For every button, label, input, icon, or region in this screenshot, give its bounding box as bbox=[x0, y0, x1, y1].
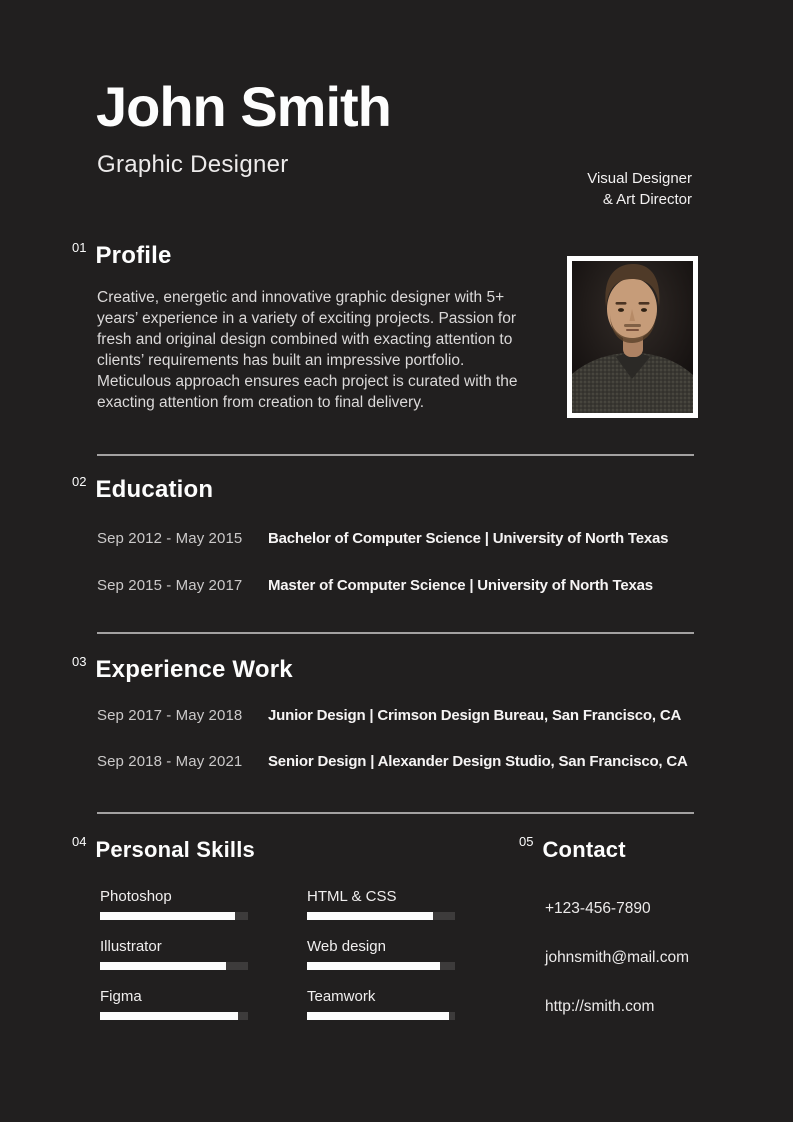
skill-label: Teamwork bbox=[307, 988, 376, 1005]
experience-detail: Junior Design | Crimson Design Bureau, San Francisco, CA bbox=[268, 707, 682, 724]
experience-dates: Sep 2017 - May 2018 bbox=[97, 707, 243, 724]
skill-label: Illustrator bbox=[100, 938, 162, 955]
education-dates: Sep 2012 - May 2015 bbox=[97, 530, 243, 547]
education-row bbox=[97, 577, 668, 594]
contact-list bbox=[545, 900, 689, 1016]
skill-item bbox=[307, 888, 455, 920]
skill-label: HTML & CSS bbox=[307, 888, 397, 905]
skills-column-right bbox=[307, 888, 455, 1038]
section-contact bbox=[519, 834, 689, 1047]
section-title: Contact bbox=[542, 837, 626, 862]
skill-bar bbox=[307, 1012, 455, 1020]
profile-text: Creative, energetic and innovative graphic designer with 5+ years’ experience in a variety of exciting projects. Passion for fresh and original design combined with exacting attention to clients’ requirements has built an impressive portfolio. Meticulous approach ensures each project is curated with the exacting attention from creation to final delivery. bbox=[97, 289, 518, 411]
skill-bar bbox=[307, 912, 455, 920]
skill-item bbox=[307, 938, 455, 970]
section-number: 04 bbox=[72, 834, 87, 849]
tagline bbox=[587, 168, 692, 210]
skill-bar-fill bbox=[100, 1012, 238, 1020]
education-dates: Sep 2015 - May 2017 bbox=[97, 577, 243, 594]
contact-website: http://smith.com bbox=[545, 998, 655, 1015]
profile-photo bbox=[567, 256, 698, 418]
section-title: Education bbox=[95, 476, 214, 503]
section-profile-heading bbox=[72, 240, 552, 270]
section-number: 02 bbox=[72, 474, 87, 489]
skills-grid bbox=[100, 888, 455, 1038]
person-name: John Smith bbox=[96, 75, 391, 138]
education-detail: Bachelor of Computer Science | University of North Texas bbox=[268, 530, 669, 547]
section-experience bbox=[72, 654, 688, 770]
section-education-heading bbox=[72, 474, 668, 504]
portrait-illustration bbox=[572, 261, 693, 413]
section-divider bbox=[97, 812, 694, 814]
experience-dates: Sep 2018 - May 2021 bbox=[97, 753, 243, 770]
education-detail: Master of Computer Science | University of North Texas bbox=[268, 577, 653, 594]
experience-row bbox=[97, 753, 688, 770]
skill-bar bbox=[307, 962, 455, 970]
skill-item bbox=[100, 988, 248, 1020]
skill-bar-fill bbox=[307, 1012, 449, 1020]
experience-detail: Senior Design | Alexander Design Studio, San Francisco, CA bbox=[268, 753, 688, 770]
section-divider bbox=[97, 454, 694, 456]
section-profile bbox=[72, 240, 552, 413]
section-number: 01 bbox=[72, 240, 87, 255]
experience-row bbox=[97, 707, 688, 724]
skill-bar-fill bbox=[307, 912, 433, 920]
section-title: Profile bbox=[95, 242, 172, 269]
section-divider bbox=[97, 632, 694, 634]
skill-label: Photoshop bbox=[100, 888, 172, 905]
skill-bar bbox=[100, 1012, 248, 1020]
skill-bar-fill bbox=[100, 912, 235, 920]
skill-label: Figma bbox=[100, 988, 142, 1005]
skill-label: Web design bbox=[307, 938, 386, 955]
section-title: Experience Work bbox=[95, 656, 293, 683]
section-title: Personal Skills bbox=[95, 837, 255, 862]
section-skills bbox=[72, 834, 455, 1038]
skills-column-left bbox=[100, 888, 248, 1038]
skill-bar bbox=[100, 962, 248, 970]
tagline-line-1: Visual Designer bbox=[587, 170, 692, 187]
section-number: 05 bbox=[519, 834, 534, 849]
skill-bar bbox=[100, 912, 248, 920]
section-education bbox=[72, 474, 668, 594]
person-job-title: Graphic Designer bbox=[97, 151, 289, 178]
education-row bbox=[97, 530, 668, 547]
skill-bar-fill bbox=[307, 962, 440, 970]
skill-item bbox=[307, 988, 455, 1020]
skill-item bbox=[100, 888, 248, 920]
contact-phone: +123-456-7890 bbox=[545, 900, 651, 917]
contact-email: johnsmith@mail.com bbox=[545, 949, 690, 966]
skill-item bbox=[100, 938, 248, 970]
skill-bar-fill bbox=[100, 962, 226, 970]
section-number: 03 bbox=[72, 654, 87, 669]
section-experience-heading bbox=[72, 654, 688, 684]
tagline-line-2: & Art Director bbox=[602, 191, 692, 208]
section-contact-heading bbox=[519, 834, 689, 863]
section-skills-heading bbox=[72, 834, 455, 863]
